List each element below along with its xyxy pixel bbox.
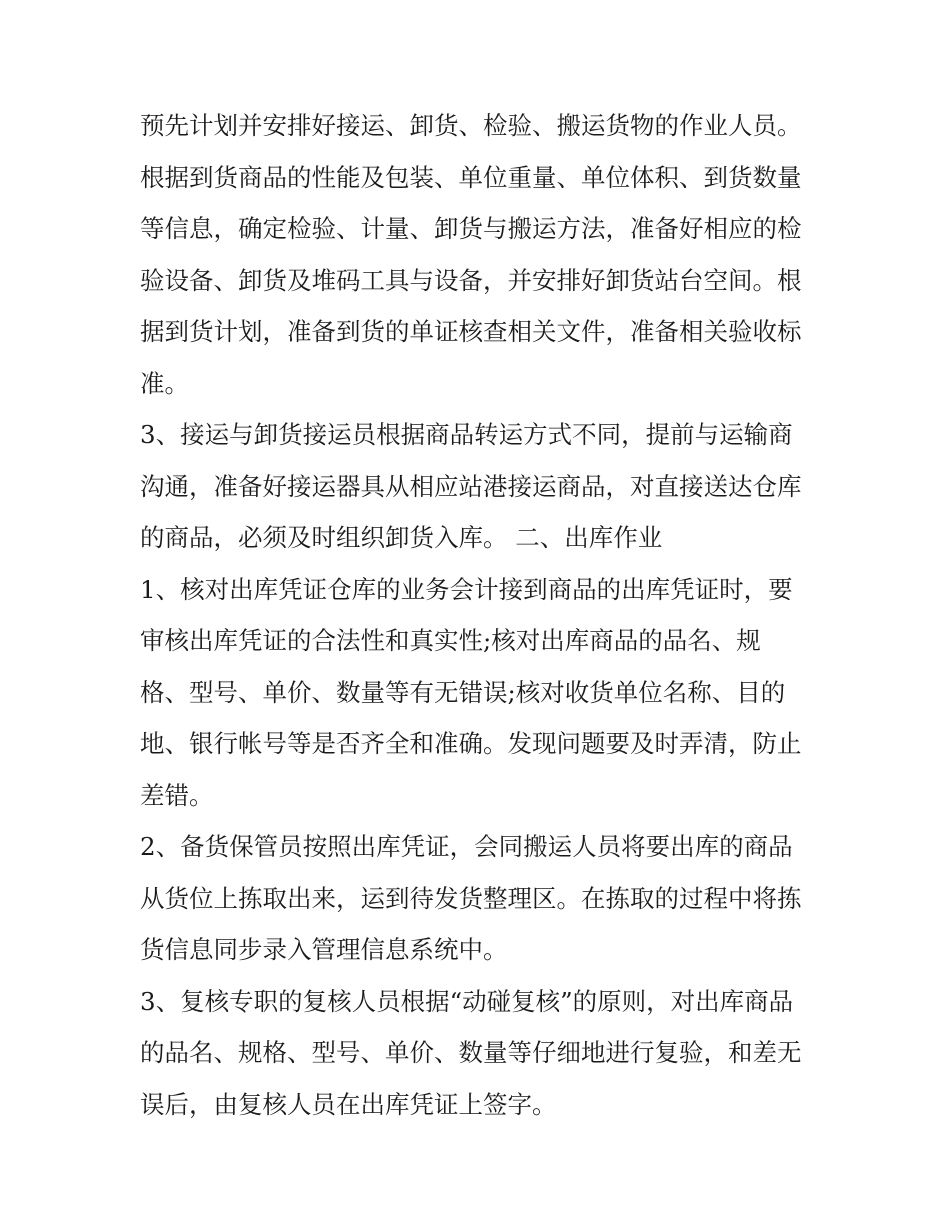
- text-line: 审核出库凭证的合法性和真实性;核对出库商品的品名、规: [140, 626, 761, 655]
- text-line: 等信息，确定检验、计量、卸货与搬运方法，准备好相应的检: [140, 214, 802, 243]
- text-line: 的品名、规格、型号、单价、数量等仔细地进行复验，和差无: [140, 1038, 802, 1067]
- text-line: 沟通，准备好接运器具从相应站港接运商品，对直接送达仓库: [140, 471, 802, 501]
- text-line: 的商品，必须及时组织卸货入库。 二、出库作业: [140, 523, 663, 552]
- text-line: 1、核对出库凭证仓库的业务会计接到商品的出库凭证时，要: [140, 574, 793, 604]
- body-text: [140, 100, 820, 1130]
- text-line: 地、银行帐号等是否齐全和准确。发现问题要及时弄清，防止: [140, 729, 802, 758]
- text-line: 从货位上拣取出来，运到待发货整理区。在拣取的过程中将拣: [140, 883, 802, 913]
- text-line: 据到货计划，准备到货的单证核查相关文件，准备相关验收标: [140, 317, 802, 346]
- text-line: 格、型号、单价、数量等有无错误;核对收货单位名称、目的: [140, 677, 786, 707]
- text-line: 2、备货保管员按照出库凭证，会同搬运人员将要出库的商品: [140, 832, 793, 861]
- text-line: 预先计划并安排好接运、卸货、检验、搬运货物的作业人员。: [140, 111, 802, 140]
- text-line: 误后，由复核人员在出库凭证上签字。: [140, 1089, 557, 1119]
- text-line: 准。: [140, 368, 189, 398]
- text-line: 差错。: [140, 780, 214, 810]
- text-line: 验设备、卸货及堆码工具与设备，并安排好卸货站台空间。根: [140, 265, 802, 295]
- text-line: 3、接运与卸货接运员根据商品转运方式不同，提前与运输商: [140, 420, 793, 449]
- text-line: 根据到货商品的性能及包装、单位重量、单位体积、到货数量: [140, 162, 802, 192]
- text-line: 3、复核专职的复核人员根据“动碰复核”的原则，对出库商品: [140, 986, 794, 1016]
- text-line: 货信息同步录入管理信息系统中。: [140, 935, 508, 964]
